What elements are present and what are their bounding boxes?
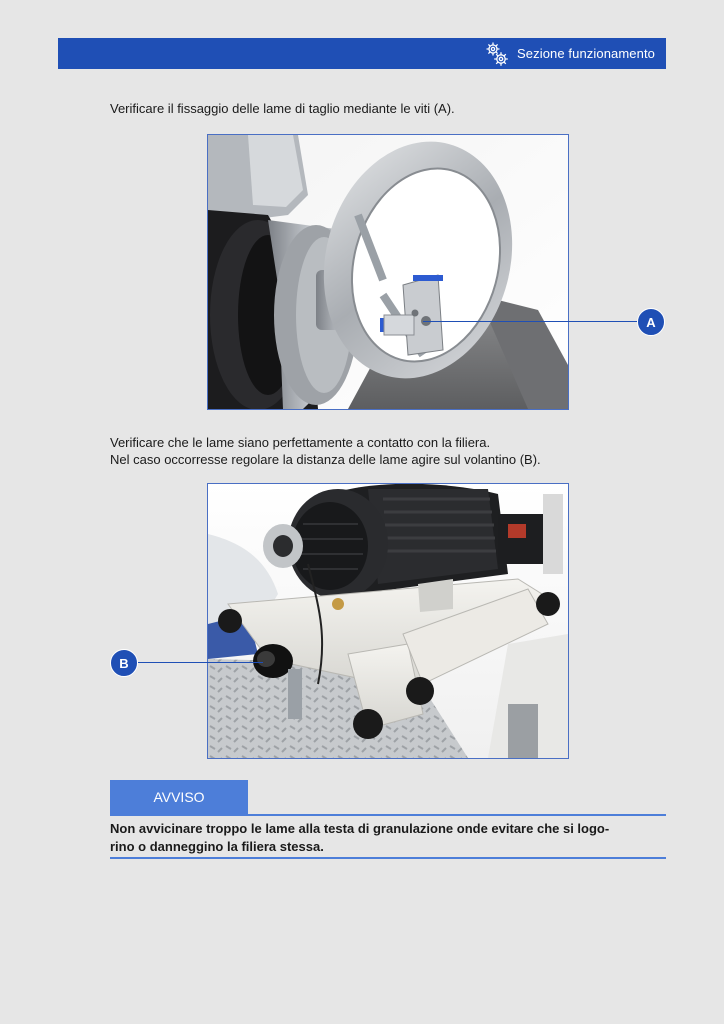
callout-b-badge: B (110, 649, 138, 677)
section-title: Sezione funzionamento (517, 46, 655, 61)
callout-a-badge: A (637, 308, 665, 336)
notice-label-tab: AVVISO (110, 780, 248, 814)
notice-text (110, 820, 666, 856)
instruction-paragraph-1: Verificare il fissaggio delle lame di taglio mediante le viti (A). (110, 101, 455, 116)
callout-b-leader-line (138, 662, 263, 663)
notice-bottom-rule (110, 857, 666, 859)
instruction-paragraph-2-line-2: Nel caso occorresse regolare la distanza delle lame agire sul volantino (B). (110, 452, 541, 467)
instruction-paragraph-2-line-1: Verificare che le lame siano perfettamente a contatto con la filiera. (110, 435, 491, 450)
photo-motor-handwheel (207, 483, 569, 759)
gears-icon (485, 41, 509, 67)
callout-a-leader-line (423, 321, 637, 322)
instruction-paragraph-2 (110, 434, 541, 468)
photo-cutting-blades (207, 134, 569, 410)
notice-top-rule (110, 814, 666, 816)
notice-text-line-2: rino o danneggino la filiera stessa. (110, 839, 324, 854)
section-header-bar (58, 38, 666, 69)
notice-text-line-1: Non avvicinare troppo le lame alla testa di granulazione onde evitare che si logo- (110, 821, 610, 836)
